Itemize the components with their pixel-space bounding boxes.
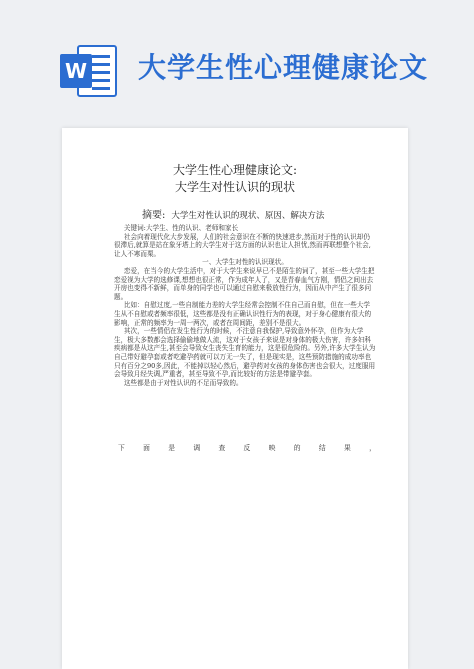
banner-title: 大学生性心理健康论文 <box>138 51 429 84</box>
document-title-line1: 大学生性心理健康论文: <box>172 163 298 177</box>
abstract-label: 摘要: <box>142 210 166 221</box>
paragraph-4: 这些都是由于对性认识的不足而导致的。 <box>123 378 243 387</box>
abstract <box>142 206 324 221</box>
last-line-char: ， <box>369 444 376 452</box>
last-line-char: 面 <box>143 444 150 452</box>
last-line <box>118 442 376 452</box>
last-line-char: 的 <box>293 444 301 452</box>
document-title-line2: 大学生对性认识的现状 <box>174 180 295 194</box>
paragraph-1: 恋爱，在当今的大学生活中，对于大学生来说早已不是陌生的词了，甚至一些大学生把恋爱视为大学的选修课,想想也很正常，作为成年人了，又是青春血气方刚，情侣之间出去开房也变得不新鲜，而单身的同学也可以通过自慰来极放性行为，因而从中产生了很多问题。 <box>114 266 375 301</box>
paragraph-2: 比如：自慰过度,一些自制能力差的大学生经常会控制不住自己而自慰，但在一些大学生从不自慰或者频率很低，这些都是没有正确认识性行为的表现，对于身心健康有很大的影响，正常的频率为一周一两次，或者在周间距，差别不是很大。 <box>114 301 372 327</box>
word-icon-letter: W <box>64 59 88 83</box>
last-line-char: 结 <box>318 444 326 452</box>
last-line-char: 下 <box>118 444 125 452</box>
last-line-char: 反 <box>243 444 251 452</box>
last-line-char: 查 <box>218 444 226 452</box>
last-line-char: 是 <box>168 444 176 452</box>
abstract-text: 大学生对性认识的现状、原因、解决方法 <box>171 211 325 221</box>
document-page <box>62 128 408 669</box>
intro-paragraph: 社会向着现代化大步发展，人们的社会意识在不断的快速进步,然而对于性的认识却仍很滞后,就算是站在象牙塔上的大学生对于这方面的认识也让人担忧,然而再联想整个社会,让人不寒而栗。 <box>114 232 371 258</box>
paragraph-3: 其次，一些情侣在发生性行为的时候，不注意自我保护,导致意外怀孕，但作为大学生，极大多数都会选择偷偷地做人流，这对于女孩子来说是对身体的极大伤害，许多妇科疾病都是从这产生,甚至会导致女生丧失生育的能力，这是很危险的。另外,许多大学生认为自己带好避孕套或者吃避孕药就可以万无一失了，但是现实是，这些预防措施的成功率也只有百分之90多,因此，不能掉以轻心然后，避孕药对女孩的身体伤害也会很大，过度服用会导致月经失调,严重者，甚至导致不孕,而比较好的方法是带避孕套。 <box>114 327 376 379</box>
last-line-char: 映 <box>268 444 276 452</box>
keywords: 关键词:大学生、性的认识、老师和家长 <box>123 224 239 232</box>
banner <box>0 0 474 120</box>
document-body <box>114 224 376 387</box>
last-line-char: 调 <box>193 444 201 452</box>
word-document-icon <box>58 40 120 102</box>
section-heading: 一、大学生对性的认识现状。 <box>202 258 288 267</box>
last-line-char: 果 <box>343 444 351 452</box>
